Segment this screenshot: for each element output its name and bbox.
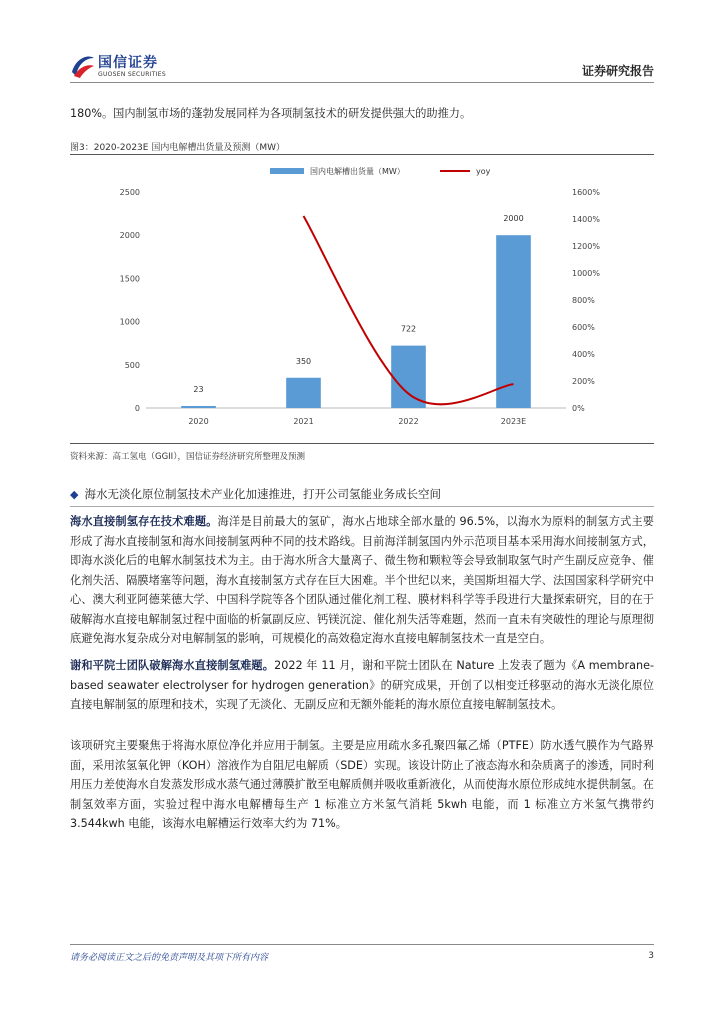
bar [391, 346, 426, 408]
chart-legend [270, 166, 491, 176]
bar-value-label: 2000 [503, 214, 524, 224]
left-tick-label: 0 [134, 404, 140, 413]
paragraph-3-body: 该项研究主要聚焦于将海水原位净化并应用于制氢。主要是应用疏水多孔聚四氟乙烯（PTFE）防水透气膜作为气路界面，采用浓氢氧化钾（KOH）溶液作为自阻尼电解质（SDE）实现。该设计防止了液态海水和杂质离子的渗透，同时利用压力差使海水自发蒸发形成水蒸气通过薄膜扩散至电解质侧并吸收重新液化，从而使海水原位形成纯水提供制氢。在制氢效率方面，实验过程中海水电解槽每生产 1 标准立方米氢气消耗 5kwh 电能，而 1 标准立方米氢气携带约 3.544kwh 电能，该海水电解槽运行效率大约为 71%。 [70, 739, 654, 830]
electrolyzer-shipment-chart [70, 156, 654, 441]
x-axis-labels [188, 417, 526, 426]
bar-value-label: 350 [295, 356, 312, 366]
figure-top-rule [70, 154, 654, 155]
report-type: 证券研究报告 [581, 64, 654, 78]
paragraph-2 [70, 656, 654, 715]
section-divider [70, 506, 654, 507]
left-axis-ticks [120, 188, 140, 413]
paragraph-1-body: 海洋是目前最大的氢矿，海水占地球全部水量的 96.5%，以海水为原料的制氢方式主要形成了海水直接制氢和海水间接制氢两种不同的技术路线。目前海洋制氢国内外示范项目基本采用海水间接制氢方式，即海水淡化后的电解水制氢技术为主。由于海水所含大量离子、微生物和颗粒等会导致制取氢气时产生副反应竞争、催化剂失活、隔膜堵塞等问题，海水直接制氢方式存在巨大困难。半个世纪以来，美国斯坦福大学、法国国家科学研究中心、澳大利亚阿德莱德大学、中国科学院等各个团队通过催化剂工程、膜材料科学等手段进行大量探索研究，目的在于破解海水直接电解制氢过程中面临的析氯副反应、钙镁沉淀、催化剂失活等难题，然而一直未有突破性的理论与原理彻底避免海水复杂成分对电解制氢的影响，可规模化的高效稳定海水直接电解制氢技术一直是空白。 [70, 515, 654, 645]
left-tick-label: 2500 [119, 188, 140, 197]
guosen-logo-icon [70, 50, 96, 80]
page-number: 3 [648, 951, 654, 961]
right-tick-label: 600% [572, 323, 595, 332]
left-tick-label: 1500 [119, 274, 140, 284]
paragraph-3 [70, 736, 654, 834]
figure-title: 图3：2020-2023E 国内电解槽出货量及预测（MW） [70, 143, 285, 153]
legend-bar-swatch [270, 168, 304, 174]
figure-bottom-rule [70, 443, 654, 444]
section-heading-text: 海水无淡化原位制氢技术产业化加速推进，打开公司氢能业务成长空间 [84, 487, 441, 501]
x-tick-label: 2021 [293, 417, 314, 426]
bar-series [181, 235, 531, 408]
right-tick-label: 0% [572, 404, 585, 413]
paragraph-1 [70, 512, 654, 649]
company-name-cn: 国信证券 [98, 55, 158, 71]
legend-line-label: yoy [476, 167, 491, 176]
left-tick-label: 2000 [119, 231, 140, 241]
bar [496, 235, 531, 408]
company-name-en: GUOSEN SECURITIES [98, 71, 167, 78]
left-tick-label: 500 [124, 360, 140, 370]
section-heading [70, 486, 441, 502]
paragraph-2-body: 2022 年 11 月，谢和平院士团队在 Nature 上发表了题为《A membrane-based seawater electrolyser for hydrogen generation》的研究成果，开创了以相变迁移驱动的海水无淡化原位直接电解制氢的原理和技术，实现了无淡化、无副反应和无额外能耗的海水原位直接电解制氢技术。 [70, 659, 654, 711]
right-tick-label: 200% [572, 377, 595, 386]
left-tick-label: 1000 [119, 317, 140, 327]
right-tick-label: 1600% [572, 188, 600, 197]
right-tick-label: 1000% [572, 269, 600, 278]
intro-paragraph: 180%。国内制氢市场的蓬勃发展同样为各项制氢技术的研发提供强大的助推力。 [70, 107, 472, 120]
footer-disclaimer: 请务必阅读正文之后的免责声明及其项下所有内容 [70, 953, 269, 963]
paragraph-2-lead: 谢和平院士团队破解海水直接制氢难题。 [70, 659, 275, 672]
bar [286, 378, 321, 408]
bar-data-labels [193, 214, 523, 394]
right-tick-label: 1200% [572, 242, 600, 251]
x-tick-label: 2022 [398, 417, 419, 426]
figure-source: 资料来源：高工氢电（GGII），国信证券经济研究所整理及预测 [70, 452, 305, 462]
footer-divider [70, 944, 654, 945]
bar [181, 406, 216, 408]
diamond-bullet-icon: ◆ [70, 488, 79, 501]
bar-value-label: 722 [400, 324, 417, 334]
right-tick-label: 800% [572, 296, 595, 305]
x-tick-label: 2023E [500, 417, 527, 426]
right-tick-label: 400% [572, 350, 595, 359]
legend-bar-label: 国内电解槽出货量（MW） [310, 167, 405, 176]
bar-value-label: 23 [193, 385, 204, 395]
right-tick-label: 1400% [572, 215, 600, 224]
right-axis-ticks [572, 188, 600, 413]
header-divider [70, 82, 654, 83]
paragraph-1-lead: 海水直接制氢存在技术难题。 [70, 515, 218, 528]
x-tick-label: 2020 [188, 417, 209, 426]
